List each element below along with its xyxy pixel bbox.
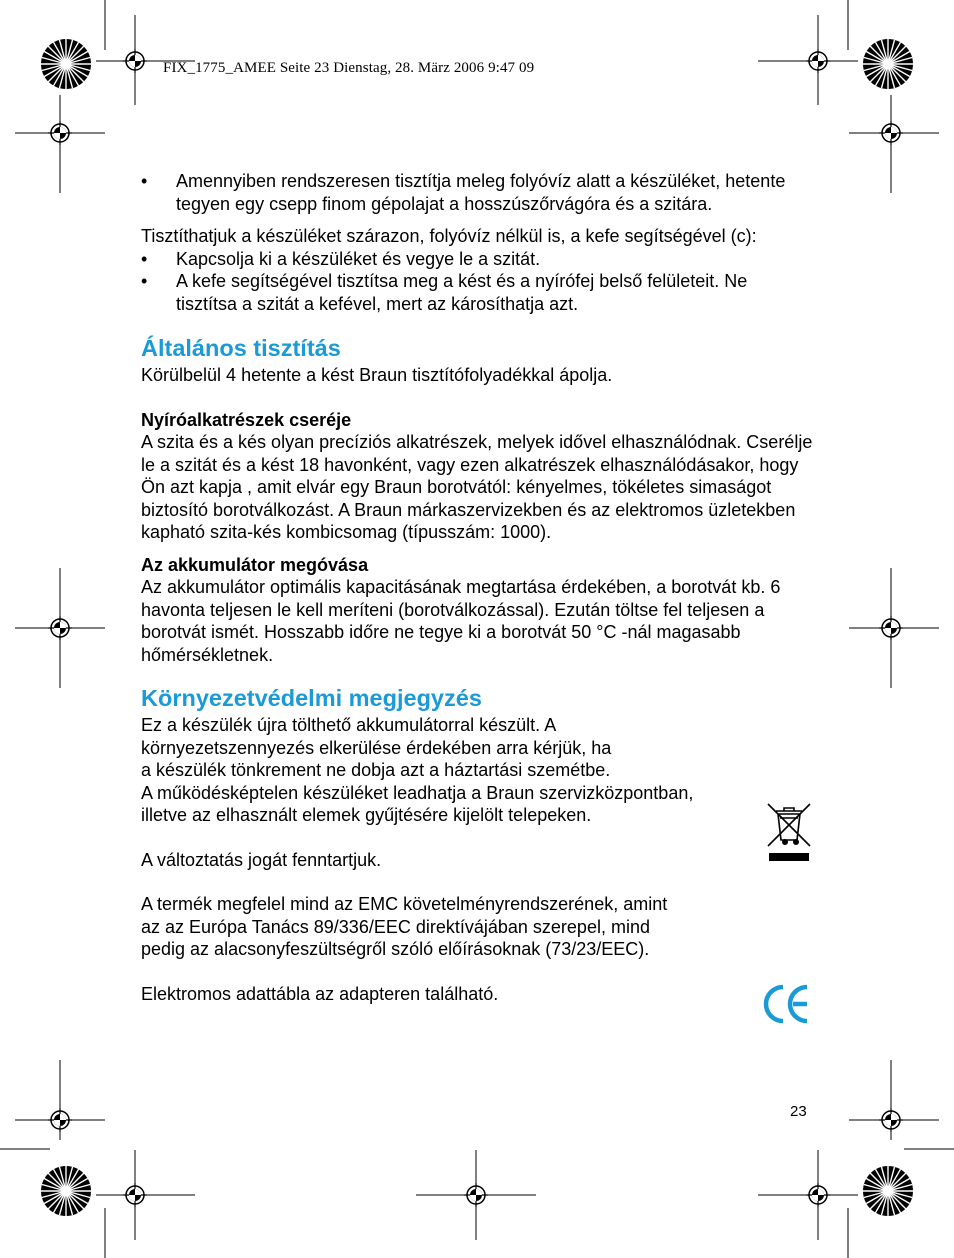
- bullet-switch-off: • Kapcsolja ki a készüléket és vegye le a szitát.: [141, 248, 813, 271]
- environment-line: Ez a készülék újra tölthető akkumulátorral készült. A: [141, 715, 557, 735]
- bullet-warm-water-cleaning: • Amennyiben rendszeresen tisztítja meleg folyóvíz alatt a készüléket, hetente tegyen egy csepp finom gépolajat a hosszúszőrvágóra és a szitára.: [141, 170, 813, 215]
- heading-battery-care: Az akkumulátor megóvása: [141, 554, 369, 575]
- general-cleaning-text: Körülbelül 4 hetente a kést Braun tisztítófolyadékkal ápolja.: [141, 365, 613, 385]
- crossed-out-wheeled-bin-icon: [766, 802, 812, 864]
- bullet-brush-cleaning: • A kefe segítségével tisztítsa meg a kést és a nyírófej belső felületeit. Ne tisztítsa a szitát a kefével, mert az károsíthatja azt.: [141, 270, 813, 315]
- rights-reserved-text: A változtatás jogát fenntartjuk.: [141, 849, 382, 870]
- emc-line: az az Európa Tanács 89/336/EEC direktívájában szerepel, mind: [141, 916, 650, 937]
- print-header-info: FIX_1775_AMEE Seite 23 Dienstag, 28. März 2006 9:47 09: [163, 60, 535, 76]
- heading-environment-note: Környezetvédelmi megjegyzés: [141, 685, 482, 711]
- emc-compliance-text: [141, 893, 813, 961]
- page-number: 23: [790, 1103, 807, 1120]
- battery-care-text: Az akkumulátor optimális kapacitásának megtartása érdekében, a borotvát kb. 6 havonta teljesen le kell meríteni (borotválkozással). Ezután töltse fel teljesen a borotvát ismét. Hosszabb időre ne tegye ki a borotvát 50 °C -nál magasabb hőmérsékletnek.: [141, 577, 781, 665]
- rating-plate-text: Elektromos adattábla az adapteren található.: [141, 983, 499, 1004]
- environment-text: [141, 714, 813, 827]
- page-content: [141, 170, 813, 1005]
- environment-line: illetve az elhasznált elemek gyűjtésére kijelölt telepeken.: [141, 805, 592, 825]
- ce-mark-icon: [762, 983, 810, 1025]
- environment-line: a készülék tönkrement ne dobja azt a háztartási szemétbe.: [141, 760, 611, 780]
- emc-line: A termék megfelel mind az EMC követelményrendszerének, amint: [141, 894, 668, 914]
- parts-replacement-text: A szita és a kés olyan precíziós alkatrészek, melyek idővel elhasználódnak. Cserélje le a szitát és a kést 18 havonként, vagy ezen alkatrészek elhasználódásakor, hogy Ön azt kapja , amit elvár egy Braun borotvától: kényelmes, tökéletes simaságot biztosító borotválkozást. A Braun márkaszervizekben és az elektromos üzletekben kapható szita-kés kombicsomag (típusszám: 1000).: [141, 432, 813, 542]
- dry-cleaning-paragraph: Tisztíthatjuk a készüléket szárazon, folyóvíz nélkül is, a kefe segítségével (c):: [141, 226, 757, 246]
- environment-line: környezetszennyezés elkerülése érdekében arra kérjük, ha: [141, 737, 612, 758]
- emc-line: pedig az alacsonyfeszültségről szóló előírásoknak (73/23/EEC).: [141, 939, 650, 959]
- environment-line: A működésképtelen készüléket leadhatja a Braun szervizközpontban,: [141, 782, 694, 803]
- heading-general-cleaning: Általános tisztítás: [141, 335, 341, 361]
- heading-parts-replacement: Nyíróalkatrészek cseréje: [141, 409, 352, 430]
